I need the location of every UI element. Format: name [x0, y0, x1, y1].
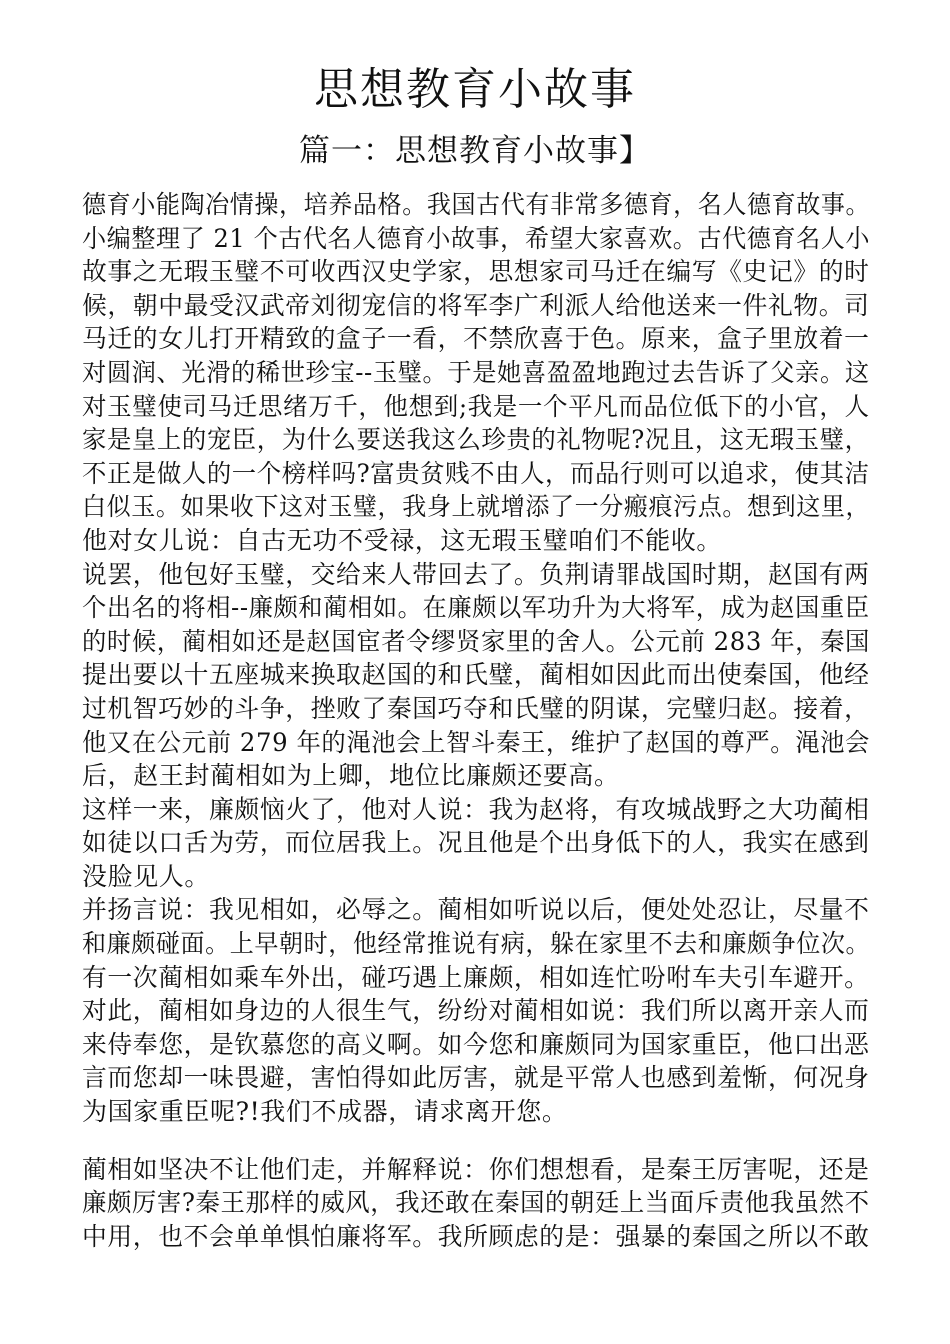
- text-line: 德育小能陶冶情操，培养品格。我国古代有非常多德育，名人德育故事。: [82, 190, 871, 219]
- text-line: 提出要以十五座城来换取赵国的和氏璧，蔺相如因此而出使秦国，他经: [82, 660, 870, 690]
- text-line: 对此，蔺相如身边的人很生气，纷纷对蔺相如说：我们所以离开亲人而: [82, 996, 870, 1026]
- text-line: 廉颇厉害?秦王那样的威风，我还敢在秦国的朝廷上当面斥责他我虽然不: [82, 1188, 870, 1218]
- text-line: 他对女儿说：自古无功不受禄，这无瑕玉璧咱们不能收。: [82, 525, 723, 555]
- text-line: 后，赵王封蔺相如为上卿，地位比廉颇还要高。: [82, 761, 620, 791]
- text-line: 蔺相如坚决不让他们走，并解释说：你们想想看，是秦王厉害呢，还是: [82, 1154, 870, 1184]
- text-line: 有一次蔺相如乘车外出，碰巧遇上廉颇，相如连忙吩咐车夫引车避开。: [82, 962, 870, 992]
- text-line: 白似玉。如果收下这对玉璧，我身上就增添了一分瘢痕污点。想到这里，: [82, 492, 871, 522]
- body-paragraphs-part1: [82, 188, 870, 1129]
- text-line: 过机智巧妙的斗争，挫败了秦国巧夺和氏璧的阴谋，完璧归赵。接着，: [82, 693, 870, 723]
- text-line: 来侍奉您，是钦慕您的高义啊。如今您和廉颇同为国家重臣，他口出恶: [82, 1029, 870, 1059]
- text-line: 为国家重臣呢?!我们不成器，请求离开您。: [82, 1097, 568, 1127]
- paragraph-gap: [82, 1129, 870, 1153]
- text-line: 没脸见人。: [82, 861, 211, 891]
- body-paragraphs-part2: [82, 1153, 870, 1254]
- text-line: 和廉颇碰面。上早朝时，他经常推说有病，躲在家里不去和廉颇争位次。: [82, 929, 871, 959]
- text-line: 的时候，蔺相如还是赵国宦者令缪贤家里的舍人。公元前 283 年，秦国: [82, 626, 870, 656]
- text-line: 并扬言说：我见相如，必辱之。蔺相如听说以后，便处处忍让，尽量不: [82, 895, 870, 925]
- text-line: 言而您却一味畏避，害怕得如此厉害，就是平常人也感到羞惭，何况身: [82, 1063, 870, 1093]
- text-line: 候，朝中最受汉武帝刘彻宠信的将军李广利派人给他送来一件礼物。司: [82, 290, 870, 320]
- text-line: 如徒以口舌为劳，而位居我上。况且他是个出身低下的人，我实在感到: [82, 828, 870, 858]
- text-line: 不正是做人的一个榜样吗?富贵贫贱不由人，而品行则可以追求，使其洁: [82, 458, 870, 488]
- text-line: 中用，也不会单单惧怕廉将军。我所顾虑的是：强暴的秦国之所以不敢: [82, 1221, 870, 1251]
- document-title: 思想教育小故事: [314, 64, 636, 115]
- text-line: 对圆润、光滑的稀世珍宝--玉璧。于是她喜盈盈地跑过去告诉了父亲。这: [82, 357, 870, 387]
- text-line: 说罢，他包好玉璧，交给来人带回去了。负荆请罪战国时期，赵国有两: [82, 559, 870, 589]
- text-line: 家是皇上的宠臣，为什么要送我这么珍贵的礼物呢?况且，这无瑕玉璧，: [82, 425, 870, 455]
- text-line: 这样一来，廉颇恼火了，他对人说：我为赵将，有攻城战野之大功蔺相: [82, 794, 870, 824]
- text-line: 小编整理了 21 个古代名人德育小故事，希望大家喜欢。古代德育名人小: [82, 223, 871, 253]
- text-line: 他又在公元前 279 年的渑池会上智斗秦王，维护了赵国的尊严。渑池会: [82, 727, 870, 757]
- document-subtitle: 篇一：思想教育小故事】: [299, 133, 651, 169]
- text-line: 故事之无瑕玉璧不可收西汉史学家，思想家司马迁在编写《史记》的时: [82, 257, 870, 287]
- text-line: 马迁的女儿打开精致的盒子一看，不禁欣喜于色。原来，盒子里放着一: [82, 324, 870, 354]
- text-line: 对玉璧使司马迁思绪万千，他想到;我是一个平凡而品位低下的小官，人: [82, 391, 870, 421]
- document-body: [82, 188, 870, 1253]
- text-line: 个出名的将相--廉颇和蔺相如。在廉颇以军功升为大将军，成为赵国重臣: [82, 593, 870, 623]
